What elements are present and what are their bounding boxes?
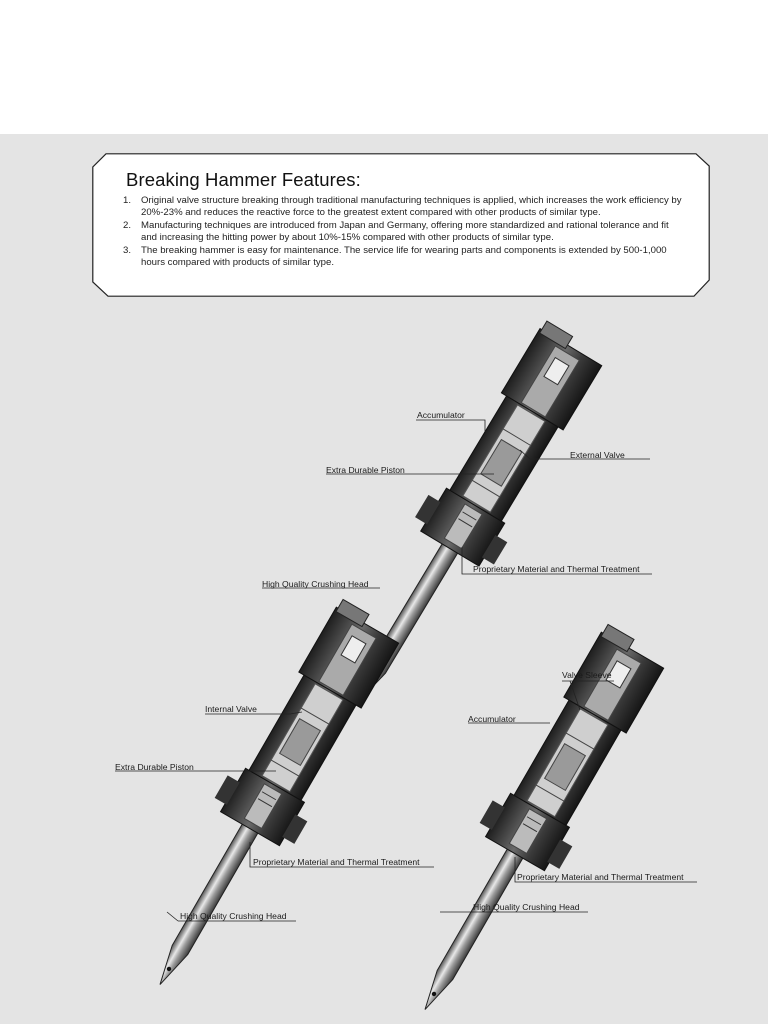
hammer-diagram-3 xyxy=(385,618,697,1024)
feature-text: The breaking hammer is easy for maintenance. The service life for wearing parts and components is extended by 500-1,000 hours compared with products of similar type. xyxy=(141,245,667,268)
label-piston: Extra Durable Piston xyxy=(326,465,405,475)
feature-text: Original valve structure breaking through traditional manufacturing techniques is applied, which increases the work efficiency by 20%-23% and reduces the reactive force to the greatest extent compared with other products of similar type. xyxy=(141,195,682,218)
label-piston: Extra Durable Piston xyxy=(115,762,194,772)
label-material: Proprietary Material and Thermal Treatment xyxy=(517,872,684,882)
label-crushing-head: High Quality Crushing Head xyxy=(180,911,287,921)
label-valve-sleeve: Valve Sleeve xyxy=(562,670,612,680)
label-external-valve: External Valve xyxy=(570,450,625,460)
label-crushing-head: High Quality Crushing Head xyxy=(262,579,369,589)
label-accumulator: Accumulator xyxy=(417,410,465,420)
label-internal-valve: Internal Valve xyxy=(205,704,257,714)
features-title: Breaking Hammer Features: xyxy=(126,169,361,190)
feature-text: Manufacturing techniques are introduced from Japan and Germany, offering more standardized and rational tolerance and fit and increasing the hitting power by about 10%-15% compared with other products of similar type. xyxy=(141,220,669,243)
label-material: Proprietary Material and Thermal Treatment xyxy=(473,564,640,574)
feature-number: 3. xyxy=(123,245,132,257)
feature-number: 2. xyxy=(123,220,132,232)
label-crushing-head: High Quality Crushing Head xyxy=(473,902,580,912)
label-accumulator: Accumulator xyxy=(468,714,516,724)
feature-number: 1. xyxy=(123,195,132,206)
label-material: Proprietary Material and Thermal Treatment xyxy=(253,857,420,867)
hammer-diagram-2 xyxy=(115,593,434,1007)
